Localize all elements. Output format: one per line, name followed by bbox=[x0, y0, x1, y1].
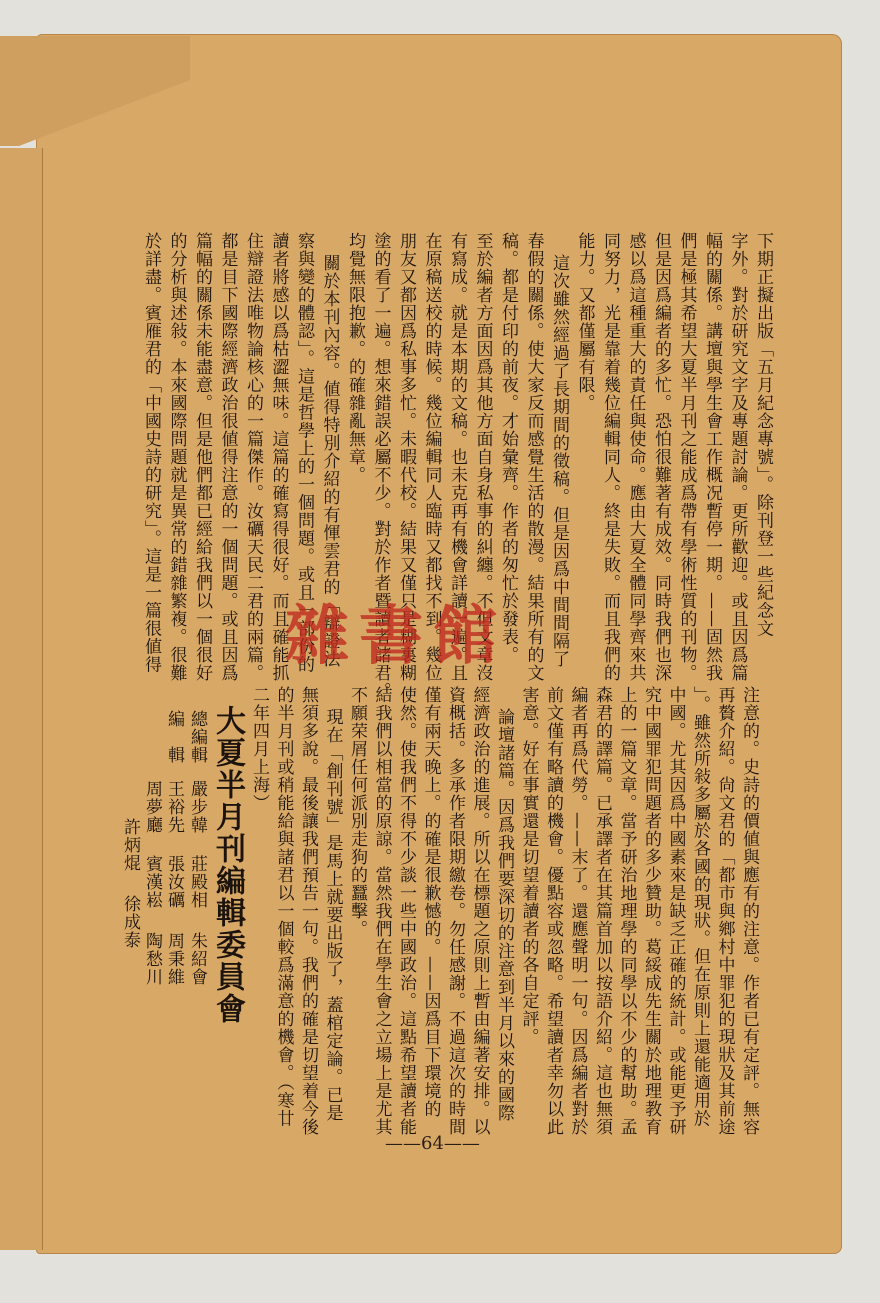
top-text-column: 讀者將感以爲枯澀無味。這篇的確寫得很好。而且確能抓 bbox=[268, 232, 289, 682]
top-text-column: 有寫成。就是本期的文稿。也未克再有機會詳讀一遍。且 bbox=[447, 232, 467, 682]
top-text-column: 的分析與述敍。本來國際問題就是異常的錯雜繁複。很難 bbox=[166, 232, 187, 682]
top-text-column: 感以爲這種重大的責任與使命。應由大夏全體同學齊來共 bbox=[625, 232, 646, 682]
bottom-text-column: 再贅介紹。尙文君的「都市與鄉村中罪犯的現狀及其前途 bbox=[714, 686, 735, 1136]
bottom-text-column: 現在「創刊號」是馬上就要出版了，蓋棺定論。已是 bbox=[322, 708, 343, 1122]
bottom-text-column: 論壇諸篇。因爲我們要深切的注意到半月以來的國際 bbox=[494, 708, 514, 1122]
bottom-text-column: 編者再爲代勞。——末了。還應聲明一句。因爲編者對於 bbox=[567, 686, 588, 1136]
bottom-text-column: 結我們以相當的原諒。當然我們在學生會之立場上是尤其 bbox=[371, 686, 392, 1136]
editor-name-4: 周夢廳 bbox=[142, 780, 162, 834]
bottom-text-column: 究中國罪犯問題者的多少贊助。葛綏成先生關於地理教育 bbox=[641, 686, 661, 1136]
bottom-text-column: 二年四月上海） bbox=[249, 686, 269, 812]
top-text-column: 這次雖然經過了長期間的徵稿。但是因爲中間間隔了 bbox=[549, 254, 569, 668]
editor-name-7: 許炳焜 bbox=[120, 818, 140, 872]
bottom-text-column: 上的一篇文章。當予研治地理學的同學以不少的幫助。孟 bbox=[616, 686, 637, 1136]
editor-name-3: 周秉維 bbox=[164, 932, 184, 986]
chief-editor-name-1: 嚴步韓 bbox=[187, 780, 207, 834]
editor-name-2: 張汝礪 bbox=[164, 855, 184, 909]
top-text-column: 們是極其希望大夏半月刊之能成爲帶有學術性質的刊物。 bbox=[676, 232, 697, 682]
bottom-text-column: 中國。尤其因爲中國素來是缺乏正確的統計。或能更予研 bbox=[665, 686, 686, 1136]
chief-editor-name-3: 朱紹會 bbox=[187, 932, 207, 986]
bottom-text-column: 注意的。史詩的價値與應有的注意。作者已有定評。無容 bbox=[739, 686, 759, 1136]
bottom-text-column: 使然。使我們不得不少談一些中國政治。這點希望讀者能 bbox=[396, 686, 416, 1136]
top-text-column: 均覺無限抱歉。的確雜亂無章。 bbox=[345, 232, 365, 484]
top-text-column: 能力。又都僅屬有限。 bbox=[574, 232, 595, 412]
top-text-column: 朋友又都因爲私事多忙。未暇代校。結果又僅只是糊裏糊 bbox=[396, 232, 416, 682]
bottom-text-column: 資概括。多承作者限期繳卷。勿任感謝。不過這次的時間 bbox=[445, 686, 465, 1136]
top-text-column: 於詳盡。賓雁君的「中國史詩的研究」。這是一篇很値得 bbox=[141, 232, 161, 674]
top-text-column: 字外。對於研究文字及專題討論。更所歡迎。或且因爲篇 bbox=[727, 232, 748, 682]
top-text-column: 春假的關係。使大家反而感覺生活的散漫。結果所有的文 bbox=[523, 232, 544, 682]
watermark-text: 雜書館 bbox=[285, 599, 507, 674]
bottom-text-column: 僅有兩天晚上。的確是很歉憾的。——因爲目下環境的 bbox=[420, 686, 441, 1118]
top-text-column: 住辯證法唯物論核心的一篇傑作。汝礪天民二君的兩篇。 bbox=[243, 232, 263, 682]
bottom-text-column: 」。雖然所敍多屬於各國的現狀。但在原則上還能適用於 bbox=[690, 686, 710, 1128]
top-text-column: 至於編者方面因爲其他方面自身私事的糾纏。不但文章沒 bbox=[472, 232, 493, 682]
top-text-column: 察與變的體認」。這是哲學上的一個問題。或且一部份的 bbox=[294, 232, 314, 674]
bottom-text-column: 不願荣屑任何派別走狗的蠶擊。 bbox=[347, 686, 367, 938]
facing-page-edge bbox=[0, 148, 43, 1250]
top-text-column: 篇幅的關係未能盡意。但是他們都已經給我們以一個很好 bbox=[192, 232, 212, 682]
top-text-column: 下期正擬出版「五月紀念專號」。除刊登一些紀念文 bbox=[753, 232, 773, 638]
editor-name-6: 陶愁川 bbox=[142, 932, 162, 986]
chief-editor-label: 總編輯 bbox=[187, 710, 207, 764]
editor-name-1: 王裕先 bbox=[164, 780, 184, 834]
top-text-column: 同努力，光是靠着幾位編輯同人。終是失敗。而且我們的 bbox=[600, 232, 620, 682]
top-text-column: 稿。都是付印的前夜。才始彙齊。作者的匆忙於發表。 bbox=[498, 232, 518, 664]
top-text-column: 幅的關係。講壇與學生會工作概况暫停一期。——固然我 bbox=[702, 232, 722, 682]
top-text-column: 關於本刊內容。値得特別介紹的有惲雲君的「辯證法 bbox=[319, 254, 340, 668]
editor-name-8: 徐成泰 bbox=[120, 895, 140, 949]
library-watermark-stamp bbox=[285, 585, 507, 677]
top-text-column: 都是目下國際經濟政治很値得注意的一個問題。或且因爲 bbox=[217, 232, 238, 682]
bottom-text-column: 經濟政治的進展。所以在標題之原則上暫由編著安排。以 bbox=[469, 686, 490, 1136]
top-text-column: 但是因爲編者的多忙。恐怕很難著有成效。同時我們也深 bbox=[651, 232, 671, 682]
bottom-text-column: 森君的譯篇。已承譯者在其篇首加以按語介紹。這也無須 bbox=[592, 686, 612, 1136]
editor-label: 編 輯 bbox=[164, 710, 184, 764]
bottom-text-column: 前文僅有略讀的機會。優點容或忽略。希望讀者幸勿以此 bbox=[543, 686, 563, 1136]
top-text-column: 塗的看了一遍。想來錯誤必屬不少。對於作者暨讀者諸君。 bbox=[370, 232, 391, 700]
bottom-text-column: 無須多說。最後讓我們預告一句。我們的確是切望着今後 bbox=[298, 686, 318, 1136]
page-number: ——64—— bbox=[385, 1133, 480, 1154]
top-text-column: 在原稿送校的時候。幾位編輯同人臨時又都找不到。幾位 bbox=[421, 232, 442, 682]
bottom-text-column: 害意。好在事實還是切望着讀者的各自定評。 bbox=[518, 686, 539, 1046]
editor-name-5: 賓漢崧 bbox=[142, 855, 162, 909]
chief-editor-name-2: 莊殿相 bbox=[187, 855, 207, 909]
bottom-text-column: 的半月刊或稍能給與諸君以一個較爲滿意的機會。（寒廿 bbox=[273, 686, 294, 1128]
committee-title: 大夏半月刊編輯委員會 bbox=[210, 705, 245, 1025]
